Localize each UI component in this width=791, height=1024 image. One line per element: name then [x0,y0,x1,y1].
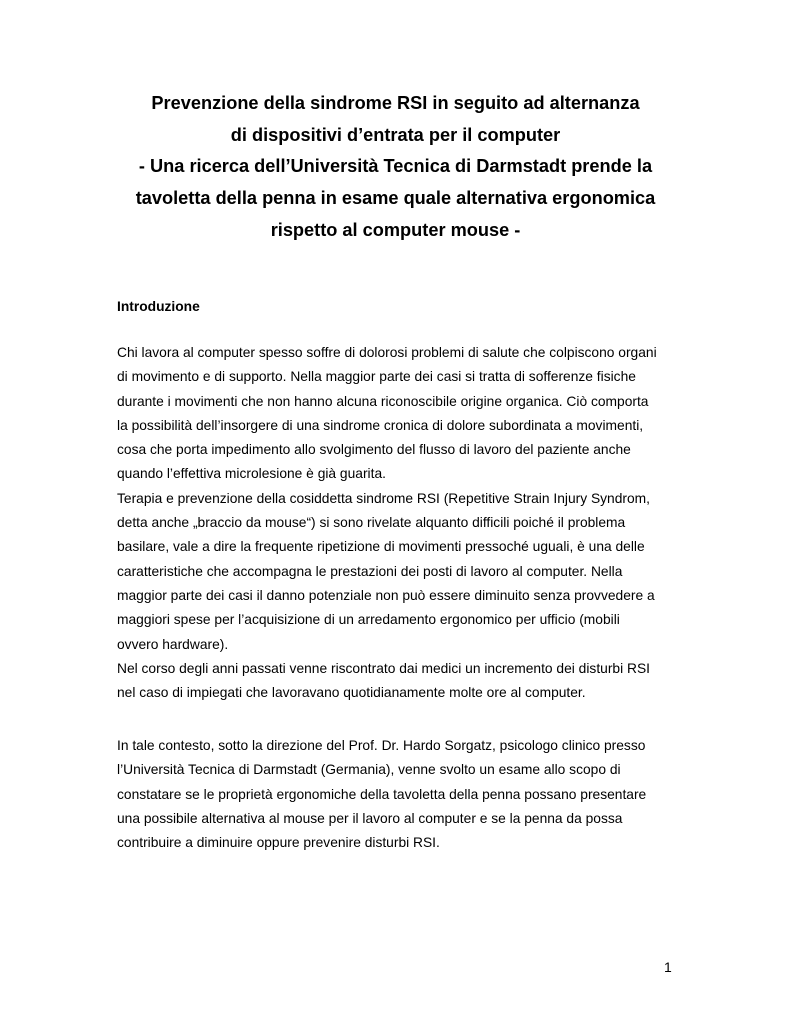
text-line: cosa che porta impedimento allo svolgimento del flusso di lavoro del paziente anche [117,442,631,458]
title-line: rispetto al computer mouse - [270,219,521,240]
text-line: maggior parte dei casi il danno potenziale non può essere diminuito senza provvedere a [117,587,655,603]
text-line: durante i movimenti che non hanno alcuna riconoscibile origine organica. Ciò comporta [117,393,649,409]
page-number: 1 [664,959,672,975]
text-line: basilare, vale a dire la frequente ripetizione di movimenti pressoché uguali, è una delle [117,539,645,555]
text-line: caratteristiche che accompagna le prestazioni dei posti di lavoro al computer. Nella [117,563,623,579]
section-heading: Introduzione [117,299,200,314]
text-line: detta anche „braccio da mouse“) si sono rivelate alquanto difficili poiché il problema [117,515,626,531]
paragraph-block-1 [117,341,717,705]
text-line: una possibile alternativa al mouse per il lavoro al computer e se la penna da possa [117,810,623,826]
text-line: quando l’effettiva microlesione è già guarita. [117,466,386,482]
text-line: la possibilità dell’insorgere di una sindrome cronica di dolore subordinata a movimenti, [117,417,644,433]
paragraph-block-2 [117,734,717,855]
text-line: di movimento e di supporto. Nella maggior parte dei casi si tratta di sofferenze fisiche [117,369,636,385]
text-line: Terapia e prevenzione della cosiddetta sindrome RSI (Repetitive Strain Injury Syndrom, [117,490,650,506]
text-line: l’Università Tecnica di Darmstadt (Germania), venne svolto un esame allo scopo di [117,762,621,778]
text-line: maggiori spese per l’acquisizione di un arredamento ergonomico per ufficio (mobili [117,612,620,628]
text-line: nel caso di impiegati che lavoravano quotidianamente molte ore al computer. [117,685,586,701]
text-line: contribuire a diminuire oppure prevenire disturbi RSI. [117,835,440,851]
title-line: Prevenzione della sindrome RSI in seguito ad alternanza [151,93,640,113]
title-line: di dispositivi d’entrata per il computer [230,124,561,145]
text-line: Nel corso degli anni passati venne riscontrato dai medici un incremento dei disturbi RSI [117,660,650,676]
title-line: tavoletta della penna in esame quale alternativa ergonomica [135,188,656,209]
title-line: - Una ricerca dell’Università Tecnica di Darmstadt prende la [138,156,653,177]
text-line: In tale contesto, sotto la direzione del Prof. Dr. Hardo Sorgatz, psicologo clinico presso [117,738,646,753]
text-line: Chi lavora al computer spesso soffre di dolorosi problemi di salute che colpiscono organi [117,345,657,360]
text-line: ovvero hardware). [117,636,229,652]
text-line: constatare se le proprietà ergonomiche della tavoletta della penna possano presentare [117,786,647,802]
document-title [80,88,711,247]
